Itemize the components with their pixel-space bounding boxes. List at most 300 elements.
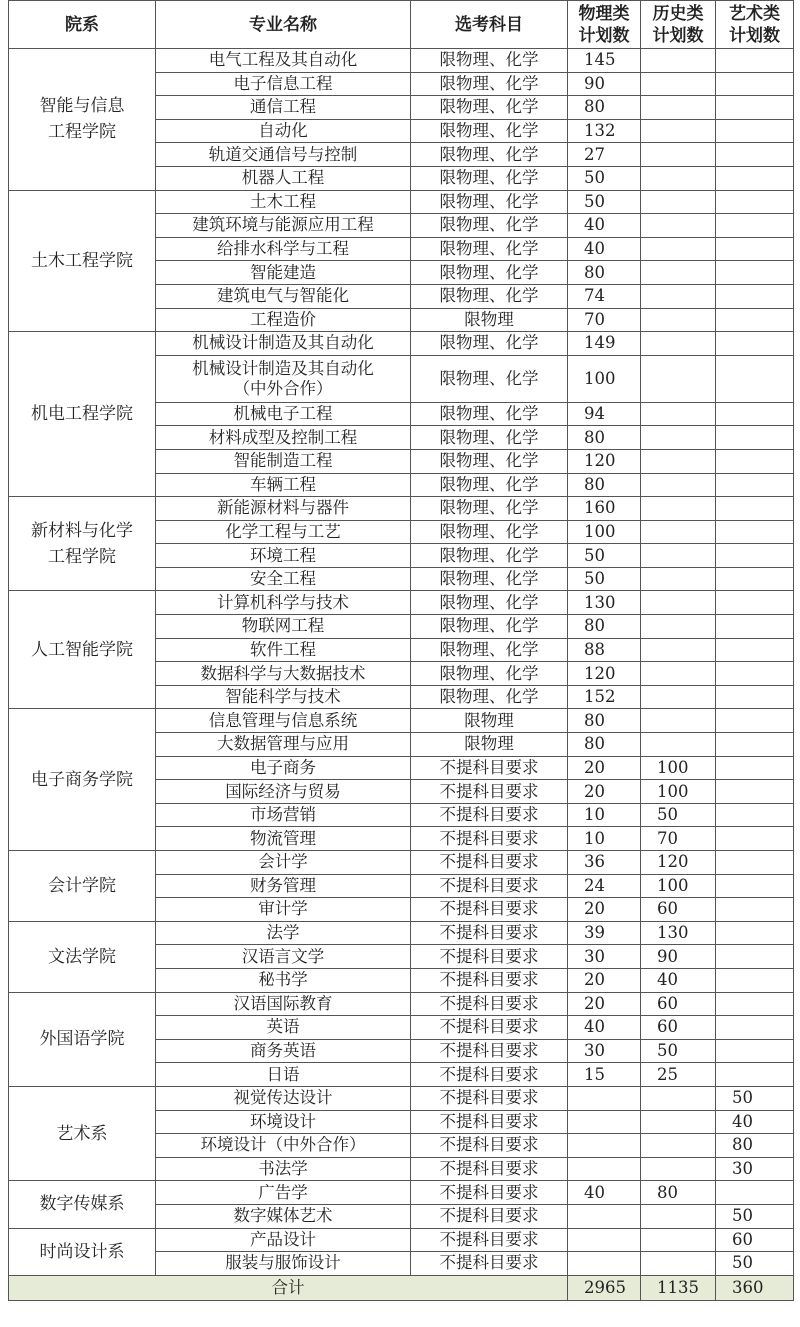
major-name-line: 法学 [266, 923, 300, 943]
physics-count-cell: 30 [568, 1039, 641, 1063]
subjects-cell: 限物理、化学 [411, 591, 568, 615]
table-row [9, 1086, 794, 1110]
history-count-cell: 100 [641, 756, 716, 780]
physics-count-cell: 50 [568, 190, 641, 214]
subjects-cell: 不提科目要求 [411, 898, 568, 922]
major-name-line: 建筑电气与智能化 [217, 286, 349, 306]
major-cell [156, 284, 411, 308]
major-name-line: 车辆工程 [250, 474, 316, 494]
header-history-line2: 计划数 [652, 25, 704, 46]
history-count-cell [641, 544, 716, 568]
physics-count-cell: 80 [568, 426, 641, 450]
physics-count-cell: 80 [568, 473, 641, 497]
major-name-line: 给排水科学与工程 [217, 239, 349, 259]
subjects-cell: 限物理 [411, 308, 568, 332]
art-count-cell [716, 402, 794, 426]
art-count-cell [716, 426, 794, 450]
physics-count-cell: 100 [568, 355, 641, 402]
art-count-cell [716, 968, 794, 992]
major-cell [156, 945, 411, 969]
physics-count-cell: 30 [568, 945, 641, 969]
history-count-cell [641, 261, 716, 285]
major-cell [156, 190, 411, 214]
major-cell [156, 1063, 411, 1087]
physics-count-cell: 40 [568, 214, 641, 238]
total-row [9, 1275, 794, 1300]
physics-count-cell [568, 1086, 641, 1110]
physics-count-cell: 24 [568, 874, 641, 898]
history-count-cell: 80 [641, 1181, 716, 1205]
subjects-cell: 限物理、化学 [411, 96, 568, 120]
physics-count-cell: 10 [568, 827, 641, 851]
table-row [9, 49, 794, 73]
subjects-cell: 不提科目要求 [411, 992, 568, 1016]
major-cell [156, 1181, 411, 1205]
total-physics: 2965 [568, 1275, 641, 1300]
history-count-cell [641, 402, 716, 426]
major-cell [156, 497, 411, 521]
history-count-cell [641, 638, 716, 662]
subjects-cell: 限物理、化学 [411, 49, 568, 73]
subjects-cell: 不提科目要求 [411, 803, 568, 827]
history-count-cell: 60 [641, 1016, 716, 1040]
history-count-cell: 90 [641, 945, 716, 969]
major-name-line: 智能建造 [250, 262, 316, 282]
physics-count-cell: 27 [568, 143, 641, 167]
art-count-cell [716, 921, 794, 945]
college-cell [9, 921, 156, 992]
major-cell [156, 1228, 411, 1252]
history-count-cell [641, 166, 716, 190]
subjects-cell: 限物理、化学 [411, 473, 568, 497]
art-count-cell [716, 355, 794, 402]
major-name-line: 视觉传达设计 [233, 1088, 333, 1108]
art-count-cell [716, 945, 794, 969]
table-row [9, 709, 794, 733]
header-physics-line1: 物理类 [578, 3, 630, 24]
major-name-line: 化学工程与工艺 [225, 521, 341, 541]
history-count-cell: 100 [641, 780, 716, 804]
total-history: 1135 [641, 1275, 716, 1300]
art-count-cell: 30 [716, 1157, 794, 1181]
enrollment-plan-table [8, 0, 794, 1301]
subjects-cell: 限物理、化学 [411, 237, 568, 261]
art-count-cell [716, 733, 794, 757]
art-count-cell [716, 567, 794, 591]
art-count-cell [716, 638, 794, 662]
table-row [9, 190, 794, 214]
major-cell [156, 662, 411, 686]
major-cell [156, 166, 411, 190]
history-count-cell [641, 1134, 716, 1158]
physics-count-cell: 15 [568, 1063, 641, 1087]
art-count-cell [716, 1039, 794, 1063]
physics-count-cell: 152 [568, 685, 641, 709]
table-row [9, 1181, 794, 1205]
major-name-line: 土木工程 [250, 191, 316, 211]
subjects-cell: 限物理、化学 [411, 615, 568, 639]
major-cell [156, 1039, 411, 1063]
subjects-cell: 不提科目要求 [411, 1016, 568, 1040]
major-name-line: 工程造价 [250, 309, 316, 329]
major-name-line: 自动化 [258, 121, 308, 141]
major-name-line: 电子商务 [250, 757, 316, 777]
college-cell [9, 851, 156, 922]
physics-count-cell: 132 [568, 119, 641, 143]
major-name-line: 智能制造工程 [233, 451, 333, 471]
physics-count-cell: 50 [568, 544, 641, 568]
history-count-cell [641, 190, 716, 214]
college-name-line: 工程学院 [48, 546, 116, 567]
history-count-cell [641, 1157, 716, 1181]
major-cell [156, 1134, 411, 1158]
subjects-cell: 限物理、化学 [411, 261, 568, 285]
subjects-cell: 限物理、化学 [411, 355, 568, 402]
subjects-cell: 限物理、化学 [411, 214, 568, 238]
major-name-line: 汉语言文学 [241, 946, 325, 966]
college-cell [9, 1181, 156, 1228]
physics-count-cell: 80 [568, 96, 641, 120]
art-count-cell [716, 685, 794, 709]
header-row [9, 1, 794, 49]
subjects-cell: 不提科目要求 [411, 827, 568, 851]
art-count-cell [716, 803, 794, 827]
history-count-cell [641, 308, 716, 332]
art-count-cell [716, 166, 794, 190]
header-history [641, 1, 716, 49]
art-count-cell [716, 449, 794, 473]
history-count-cell [641, 214, 716, 238]
major-name-line: 市场营销 [250, 805, 316, 825]
history-count-cell [641, 237, 716, 261]
art-count-cell: 40 [716, 1110, 794, 1134]
table-row [9, 332, 794, 356]
history-count-cell: 60 [641, 992, 716, 1016]
art-count-cell [716, 874, 794, 898]
major-cell [156, 780, 411, 804]
subjects-cell: 不提科目要求 [411, 1086, 568, 1110]
subjects-cell: 不提科目要求 [411, 1204, 568, 1228]
physics-count-cell: 120 [568, 449, 641, 473]
table-row [9, 497, 794, 521]
subjects-cell: 不提科目要求 [411, 1134, 568, 1158]
major-name-line: 电气工程及其自动化 [208, 50, 358, 70]
subjects-cell: 不提科目要求 [411, 851, 568, 875]
history-count-cell: 100 [641, 874, 716, 898]
major-name-line: 安全工程 [250, 569, 316, 589]
college-name-line: 艺术系 [56, 1123, 108, 1144]
subjects-cell: 限物理、化学 [411, 119, 568, 143]
subjects-cell: 限物理、化学 [411, 143, 568, 167]
art-count-cell [716, 709, 794, 733]
major-cell [156, 544, 411, 568]
college-cell [9, 1086, 156, 1180]
history-count-cell: 50 [641, 803, 716, 827]
college-cell [9, 497, 156, 591]
subjects-cell: 不提科目要求 [411, 1157, 568, 1181]
major-name-line: 商务英语 [250, 1041, 316, 1061]
physics-count-cell: 20 [568, 968, 641, 992]
history-count-cell [641, 72, 716, 96]
history-count-cell [641, 615, 716, 639]
major-cell [156, 591, 411, 615]
total-art: 360 [716, 1275, 794, 1300]
college-name-line: 工程学院 [48, 122, 116, 143]
major-cell [156, 96, 411, 120]
physics-count-cell: 80 [568, 709, 641, 733]
header-physics-line2: 计划数 [578, 25, 630, 46]
art-count-cell [716, 992, 794, 1016]
art-count-cell: 80 [716, 1134, 794, 1158]
art-count-cell [716, 96, 794, 120]
history-count-cell [641, 733, 716, 757]
art-count-cell [716, 119, 794, 143]
physics-count-cell: 10 [568, 803, 641, 827]
history-count-cell [641, 591, 716, 615]
subjects-cell: 不提科目要求 [411, 968, 568, 992]
history-count-cell: 60 [641, 898, 716, 922]
subjects-cell: 不提科目要求 [411, 1110, 568, 1134]
history-count-cell [641, 96, 716, 120]
major-name-line: 信息管理与信息系统 [208, 710, 358, 730]
art-count-cell [716, 898, 794, 922]
major-name-line: 机械电子工程 [233, 404, 333, 424]
header-college: 院系 [9, 1, 156, 49]
subjects-cell: 限物理、化学 [411, 544, 568, 568]
major-name-line: 新能源材料与器件 [217, 498, 349, 518]
art-count-cell [716, 308, 794, 332]
subjects-cell: 限物理、化学 [411, 284, 568, 308]
art-count-cell [716, 780, 794, 804]
history-count-cell [641, 1204, 716, 1228]
major-cell [156, 992, 411, 1016]
physics-count-cell: 145 [568, 49, 641, 73]
subjects-cell: 不提科目要求 [411, 1228, 568, 1252]
major-cell [156, 851, 411, 875]
major-name-line: 日语 [266, 1064, 300, 1084]
subjects-cell: 限物理、化学 [411, 72, 568, 96]
subjects-cell: 限物理、化学 [411, 638, 568, 662]
physics-count-cell: 40 [568, 1016, 641, 1040]
major-name-line: 服装与服饰设计 [225, 1253, 341, 1273]
physics-count-cell: 120 [568, 662, 641, 686]
subjects-cell: 限物理、化学 [411, 166, 568, 190]
physics-count-cell [568, 1134, 641, 1158]
art-count-cell [716, 756, 794, 780]
major-cell [156, 1016, 411, 1040]
major-cell [156, 426, 411, 450]
college-name-line: 会计学院 [48, 875, 116, 896]
subjects-cell: 限物理 [411, 709, 568, 733]
major-name-line: 建筑环境与能源应用工程 [192, 215, 374, 235]
major-name-line: 秘书学 [258, 970, 308, 990]
physics-count-cell [568, 1228, 641, 1252]
major-cell [156, 49, 411, 73]
physics-count-cell: 50 [568, 166, 641, 190]
major-cell [156, 308, 411, 332]
history-count-cell [641, 355, 716, 402]
physics-count-cell: 50 [568, 567, 641, 591]
college-cell [9, 992, 156, 1086]
physics-count-cell: 80 [568, 733, 641, 757]
subjects-cell: 限物理、化学 [411, 449, 568, 473]
major-cell [156, 119, 411, 143]
major-cell [156, 898, 411, 922]
history-count-cell: 120 [641, 851, 716, 875]
college-name-line: 电子商务学院 [31, 769, 133, 790]
table-row [9, 992, 794, 1016]
subjects-cell: 限物理、化学 [411, 685, 568, 709]
table-row [9, 1228, 794, 1252]
history-count-cell [641, 520, 716, 544]
major-name-line: 计算机科学与技术 [217, 592, 349, 612]
major-cell [156, 1204, 411, 1228]
history-count-cell [641, 449, 716, 473]
physics-count-cell: 88 [568, 638, 641, 662]
art-count-cell [716, 332, 794, 356]
subjects-cell: 限物理 [411, 733, 568, 757]
history-count-cell [641, 284, 716, 308]
college-name-line: 数字传媒系 [39, 1194, 125, 1215]
subjects-cell: 不提科目要求 [411, 1252, 568, 1276]
history-count-cell [641, 1252, 716, 1276]
subjects-cell: 限物理、化学 [411, 662, 568, 686]
major-cell [156, 402, 411, 426]
physics-count-cell: 149 [568, 332, 641, 356]
art-count-cell [716, 49, 794, 73]
art-count-cell [716, 520, 794, 544]
major-cell [156, 921, 411, 945]
college-name-line: 机电工程学院 [31, 404, 133, 425]
physics-count-cell: 80 [568, 615, 641, 639]
history-count-cell [641, 119, 716, 143]
major-cell [156, 968, 411, 992]
art-count-cell: 50 [716, 1252, 794, 1276]
major-cell [156, 355, 411, 402]
major-name-line: 智能科学与技术 [225, 687, 341, 707]
header-art-line2: 计划数 [729, 25, 780, 46]
history-count-cell [641, 1228, 716, 1252]
art-count-cell [716, 190, 794, 214]
table-row [9, 591, 794, 615]
subjects-cell: 限物理、化学 [411, 402, 568, 426]
major-cell [156, 332, 411, 356]
physics-count-cell [568, 1204, 641, 1228]
total-label: 合计 [9, 1275, 568, 1300]
art-count-cell [716, 237, 794, 261]
physics-count-cell: 80 [568, 261, 641, 285]
subjects-cell: 限物理、化学 [411, 332, 568, 356]
physics-count-cell: 130 [568, 591, 641, 615]
major-cell [156, 72, 411, 96]
major-cell [156, 874, 411, 898]
major-cell [156, 1086, 411, 1110]
subjects-cell: 不提科目要求 [411, 1063, 568, 1087]
major-name-line: 物联网工程 [241, 616, 325, 636]
art-count-cell [716, 261, 794, 285]
art-count-cell: 50 [716, 1086, 794, 1110]
art-count-cell [716, 497, 794, 521]
subjects-cell: 不提科目要求 [411, 1039, 568, 1063]
subjects-cell: 不提科目要求 [411, 756, 568, 780]
history-count-cell [641, 1086, 716, 1110]
physics-count-cell: 160 [568, 497, 641, 521]
major-name-line: 软件工程 [250, 639, 316, 659]
table-row [9, 921, 794, 945]
header-history-line1: 历史类 [652, 3, 704, 24]
subjects-cell: 限物理、化学 [411, 190, 568, 214]
physics-count-cell [568, 1110, 641, 1134]
college-name-line: 外国语学院 [39, 1029, 125, 1050]
subjects-cell: 不提科目要求 [411, 921, 568, 945]
physics-count-cell: 94 [568, 402, 641, 426]
art-count-cell [716, 473, 794, 497]
art-count-cell [716, 851, 794, 875]
art-count-cell [716, 214, 794, 238]
major-cell [156, 1110, 411, 1134]
physics-count-cell: 36 [568, 851, 641, 875]
history-count-cell [641, 143, 716, 167]
history-count-cell [641, 1110, 716, 1134]
art-count-cell [716, 544, 794, 568]
major-cell [156, 261, 411, 285]
history-count-cell: 25 [641, 1063, 716, 1087]
major-name-line: 数据科学与大数据技术 [200, 663, 366, 683]
major-name-line: 环境设计（中外合作） [200, 1135, 366, 1155]
history-count-cell [641, 497, 716, 521]
major-cell [156, 756, 411, 780]
history-count-cell: 70 [641, 827, 716, 851]
art-count-cell [716, 1063, 794, 1087]
art-count-cell [716, 72, 794, 96]
physics-count-cell: 20 [568, 898, 641, 922]
major-cell [156, 638, 411, 662]
physics-count-cell: 70 [568, 308, 641, 332]
major-name-line: 机器人工程 [241, 168, 325, 188]
art-count-cell [716, 615, 794, 639]
history-count-cell [641, 567, 716, 591]
history-count-cell [641, 685, 716, 709]
major-name-line: 材料成型及控制工程 [208, 427, 358, 447]
physics-count-cell: 20 [568, 756, 641, 780]
major-cell [156, 803, 411, 827]
major-name-line: 通信工程 [250, 97, 316, 117]
art-count-cell [716, 143, 794, 167]
physics-count-cell [568, 1252, 641, 1276]
major-name-line: 产品设计 [250, 1229, 316, 1249]
major-cell [156, 567, 411, 591]
physics-count-cell: 90 [568, 72, 641, 96]
art-count-cell [716, 284, 794, 308]
art-count-cell: 60 [716, 1228, 794, 1252]
college-cell [9, 709, 156, 851]
major-cell [156, 214, 411, 238]
history-count-cell: 40 [641, 968, 716, 992]
college-name-line: 土木工程学院 [31, 250, 133, 271]
physics-count-cell: 74 [568, 284, 641, 308]
header-art [716, 1, 794, 49]
subjects-cell: 限物理、化学 [411, 497, 568, 521]
major-cell [156, 473, 411, 497]
history-count-cell [641, 473, 716, 497]
physics-count-cell: 100 [568, 520, 641, 544]
college-cell [9, 1228, 156, 1275]
major-name-line: 书法学 [258, 1159, 308, 1179]
subjects-cell: 限物理、化学 [411, 426, 568, 450]
subjects-cell: 限物理、化学 [411, 520, 568, 544]
major-cell [156, 615, 411, 639]
major-name-line: 物流管理 [250, 828, 316, 848]
